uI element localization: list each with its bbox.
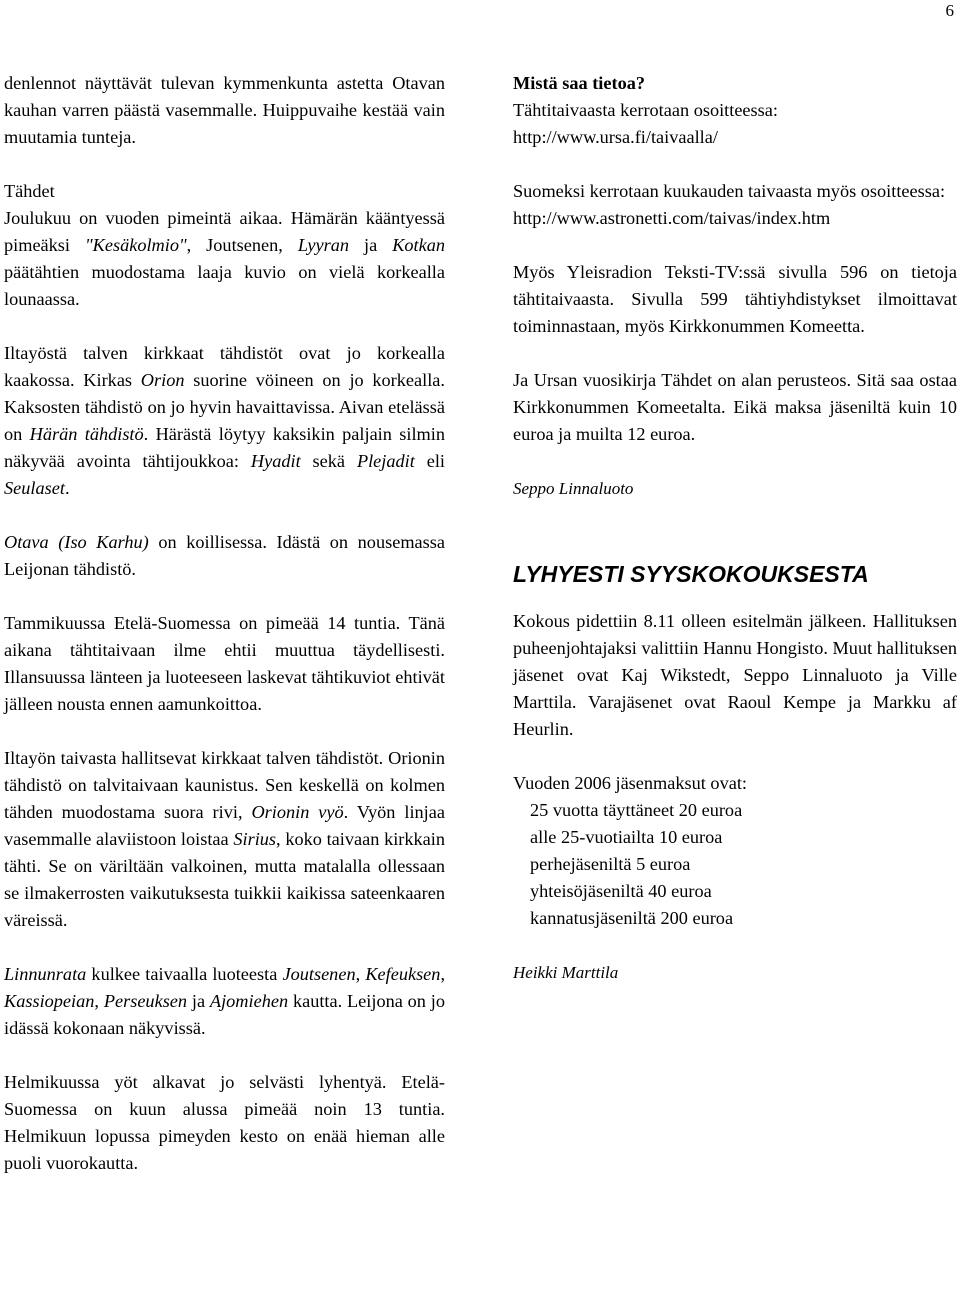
- list-item: alle 25-vuotiailta 10 euroa: [530, 827, 723, 847]
- italic-term: Perseuksen: [103, 991, 188, 1011]
- text: . Härästä löytyy kaksikin paljain silmin näkyvää avointa tähtijoukkoa:: [4, 424, 445, 471]
- section-stars: [4, 178, 445, 313]
- text: suorine vöineen on jo korkealla. Kaksosten tähdistö on jo hyvin havaittavissa. Aivan etelässä on: [4, 370, 445, 444]
- text: ,: [355, 964, 366, 984]
- paragraph-orion: [4, 745, 445, 934]
- paragraph-text: Tammikuussa Etelä-Suomessa on pimeää 14 tuntia. Tänä aikana tähtitaivaan ilme ehtii muuttua täydellisesti. Illansuussa länteen ja luoteeseen laskevat tähtikuviot ehtivät jälleen nousta ennen aamunkoittoa.: [4, 613, 445, 714]
- italic-term: Lyyran: [297, 235, 350, 255]
- italic-term: Härän tähdistö: [29, 424, 144, 444]
- italic-term: Kassiopeian: [4, 991, 95, 1011]
- signature-seppo: Seppo Linnaluoto: [513, 479, 634, 498]
- link-ursa[interactable]: http://www.ursa.fi/taivaalla/: [513, 127, 718, 147]
- section-heading-meeting: LYHYESTI SYYSKOKOUKSESTA: [513, 561, 869, 587]
- text: , Joutsenen,: [186, 235, 298, 255]
- italic-term: Sirius: [233, 829, 277, 849]
- fees-list: [513, 797, 957, 932]
- italic-term: "Kesäkolmio": [84, 235, 187, 255]
- spacer: [513, 502, 957, 560]
- text: päätähtien muodostama laaja kuvio on vielä korkealla lounaassa.: [4, 262, 445, 309]
- right-column: [513, 70, 957, 986]
- page-number: 6: [945, 1, 954, 20]
- text: Iltayöstä talven kirkkaat tähdistöt ovat jo korkealla kaakossa. Kirkas: [4, 343, 445, 390]
- italic-term: Joutsenen: [282, 964, 356, 984]
- section-heading-info: Mistä saa tietoa?: [513, 73, 646, 93]
- paragraph-meteors-end: [4, 70, 445, 151]
- text: . Vyön linjaa vasemmalle alaviistoon loistaa: [4, 802, 445, 849]
- text: sekä: [300, 451, 357, 471]
- paragraph-yearbook: [513, 367, 957, 448]
- paragraph-text: Tähtitaivaasta kerrotaan osoitteessa:: [513, 100, 778, 120]
- paragraph-meeting: [513, 608, 957, 743]
- paragraph-winter-evening: [4, 340, 445, 502]
- italic-term: Orionin vyö: [251, 802, 344, 822]
- paragraph-january: [4, 610, 445, 718]
- text: eli: [414, 451, 445, 471]
- text: on koillisessa. Idästä on nousemassa Leijonan tähdistö.: [4, 532, 445, 579]
- italic-term: Otava (Iso Karhu): [4, 532, 149, 552]
- paragraph-text: [4, 205, 445, 313]
- italic-term: Ajomiehen: [209, 991, 289, 1011]
- paragraph-astronetti: [513, 178, 957, 232]
- text: Joulukuu on vuoden pimeintä aikaa. Hämärän kääntyessä pimeäksi: [4, 208, 445, 255]
- paragraph-text: [4, 529, 445, 583]
- paragraph-text: [4, 340, 445, 502]
- paragraph-text: Suomeksi kerrotaan kuukauden taivaasta myös osoitteessa:: [513, 181, 946, 201]
- text: ,: [440, 964, 446, 984]
- text: kulkee taivaalla luoteesta: [86, 964, 283, 984]
- link-astronetti[interactable]: http://www.astronetti.com/taivas/index.htm: [513, 208, 831, 228]
- text: , koko taivaan kirkkain tähti. Se on väriltään valkoinen, mutta matalalla ollessaan se ilmakerrosten vaikutuksesta tuikkii kaikissa sateenkaaren väreissä.: [4, 829, 445, 930]
- italic-term: Kefeuksen: [365, 964, 441, 984]
- list-item: perhejäseniltä 5 euroa: [530, 854, 691, 874]
- paragraph-text: Ja Ursan vuosikirja Tähdet on alan perusteos. Sitä saa ostaa Kirkkonummen Komeetalta. Eikä maksa jäseniltä kuin 10 euroa ja muilta 12 euroa.: [513, 370, 957, 444]
- italic-term: Linnunrata: [4, 964, 87, 984]
- italic-term: Orion: [140, 370, 185, 390]
- italic-term: Kotkan: [392, 235, 445, 255]
- paragraph-text: Helmikuussa yöt alkavat jo selvästi lyhentyä. Etelä-Suomessa on kuun alussa pimeää noin 13 tuntia. Helmikuun lopussa pimeyden kesto on enää hieman alle puoli vuorokautta.: [4, 1072, 445, 1173]
- list-item: kannatusjäseniltä 200 euroa: [530, 908, 734, 928]
- text: ja: [349, 235, 393, 255]
- paragraph-milky-way: [4, 961, 445, 1042]
- left-column: [4, 70, 445, 1204]
- text: ja: [187, 991, 210, 1011]
- italic-term: Seulaset: [4, 478, 65, 498]
- italic-term: Hyadit: [250, 451, 301, 471]
- paragraph-teletext: [513, 259, 957, 340]
- paragraph-text: [4, 961, 445, 1042]
- paragraph-text: denlennot näyttävät tulevan kymmenkunta astetta Otavan kauhan varren päästä vasemmalle. Huippuvaihe kestää vain muutamia tunteja.: [4, 73, 445, 147]
- fees-title: Vuoden 2006 jäsenmaksut ovat:: [513, 773, 747, 793]
- paragraph-text: [4, 745, 445, 934]
- paragraph-text: Myös Yleisradion Teksti-TV:ssä sivulla 596 on tietoja tähtitaivaasta. Sivulla 599 tähtiyhdistykset ilmoittavat toiminnastaan, myös Kirkkonummen Komeetta.: [513, 262, 957, 336]
- italic-term: Plejadit: [356, 451, 415, 471]
- text: ,: [94, 991, 104, 1011]
- text: kautta. Leijona on jo idässä kokonaan näkyvissä.: [4, 991, 445, 1038]
- paragraph-text: Kokous pidettiin 8.11 olleen esitelmän jälkeen. Hallituksen puheenjohtajaksi valittiin Hannu Hongisto. Muut hallituksen jäsenet ovat Kaj Wikstedt, Seppo Linnaluoto ja Ville Marttila. Varajäsenet ovat Raoul Kempe ja Markku af Heurlin.: [513, 611, 957, 739]
- list-item: yhteisöjäseniltä 40 euroa: [530, 881, 712, 901]
- text: .: [64, 478, 70, 498]
- membership-fees: [513, 770, 957, 932]
- paragraph-big-dipper: [4, 529, 445, 583]
- section-heading-stars: Tähdet: [4, 181, 55, 201]
- signature-heikki: Heikki Marttila: [513, 963, 619, 982]
- paragraph-february: [4, 1069, 445, 1177]
- text: Iltayön taivasta hallitsevat kirkkaat talven tähdistöt. Orionin tähdistö on talvitaivaan kaunistus. Sen keskellä on kolmen tähden muodostama suora rivi,: [4, 748, 445, 822]
- section-info-sources: [513, 70, 957, 151]
- list-item: 25 vuotta täyttäneet 20 euroa: [530, 800, 743, 820]
